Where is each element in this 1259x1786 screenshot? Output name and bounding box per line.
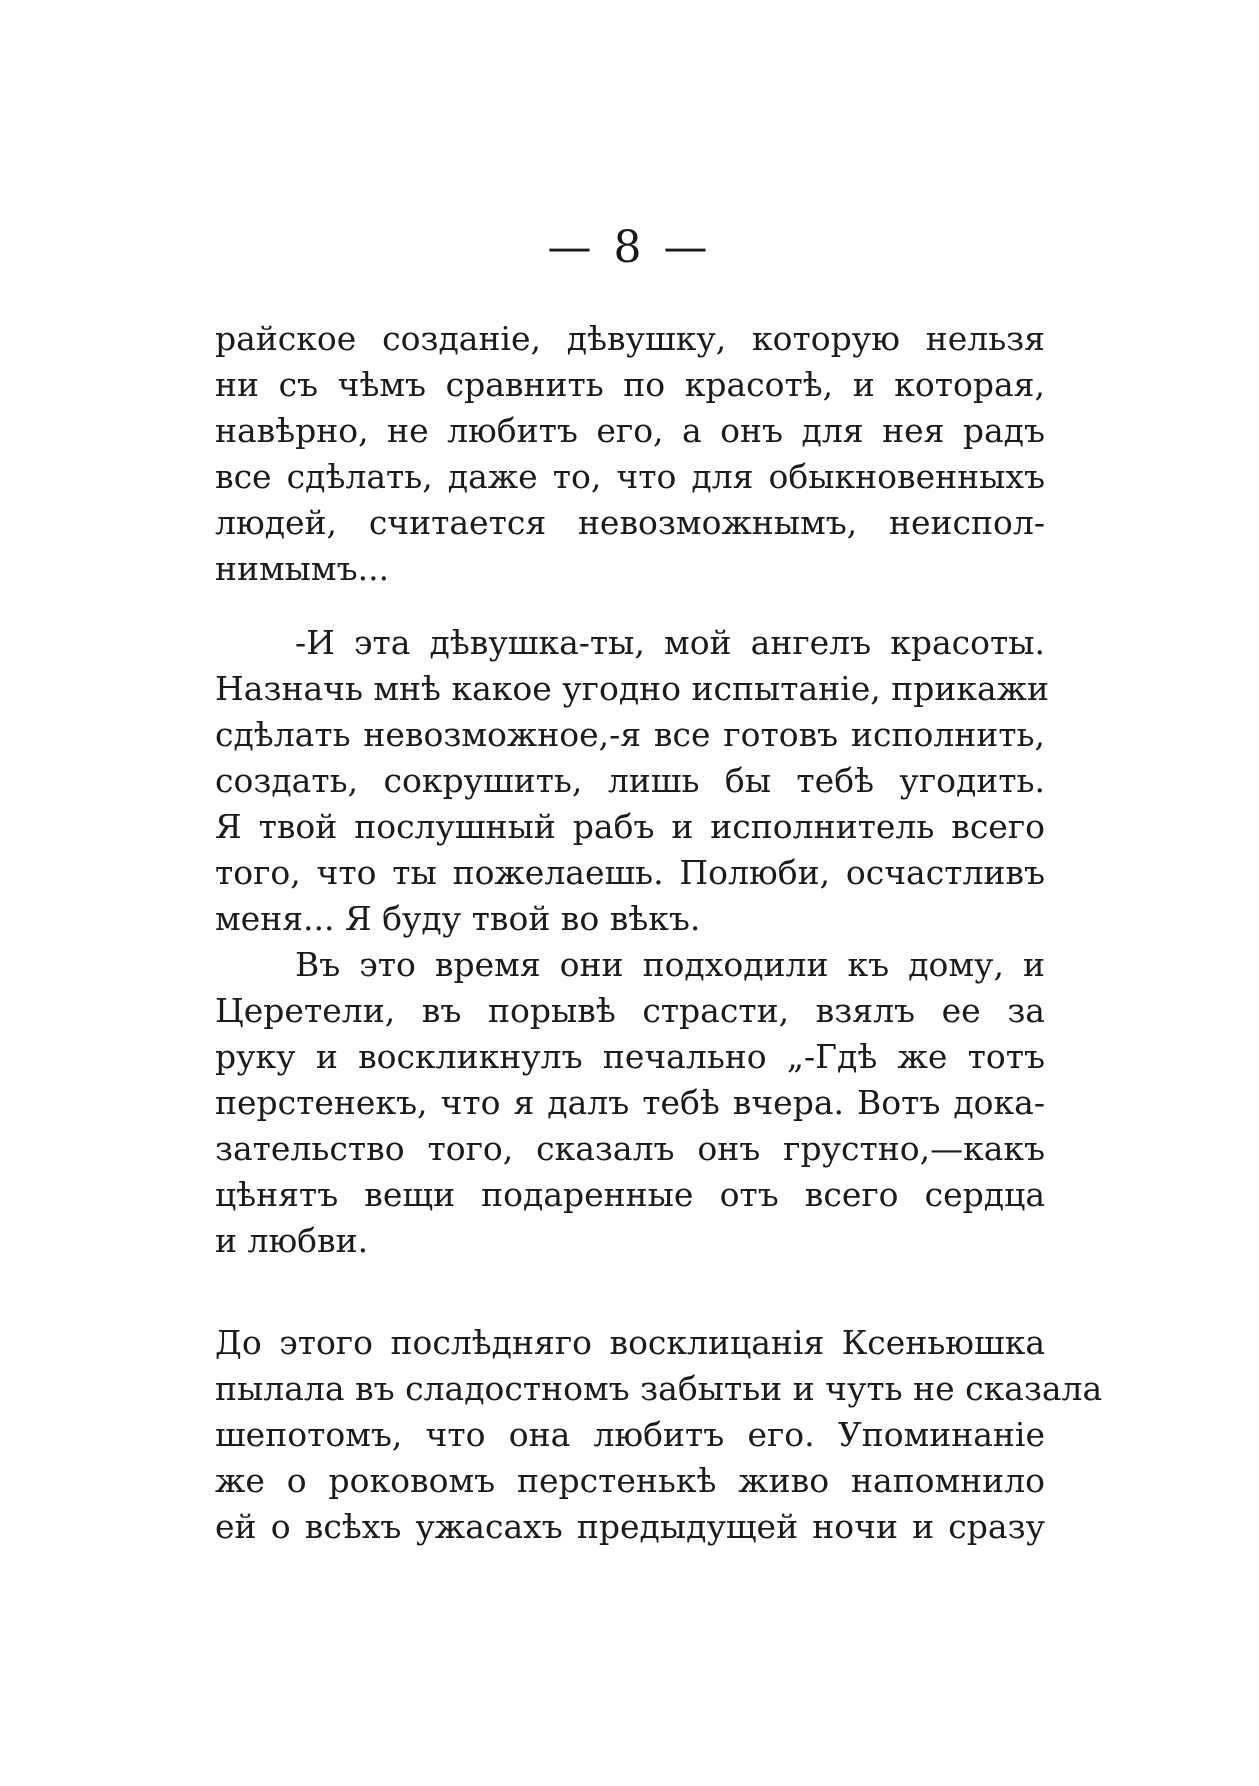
text-line: навѣрно, не любитъ его, а онъ для нея радъ bbox=[215, 411, 1045, 450]
text-line: руку и воскликнулъ печально „-Гдѣ же тотъ bbox=[215, 1037, 1045, 1076]
text-line: Церетели, въ порывѣ страсти, взялъ ее за bbox=[215, 991, 1045, 1030]
text-line: шепотомъ, что она любитъ его. Упоминаніе bbox=[215, 1415, 1045, 1454]
text-line: До этого послѣдняго восклицанія Ксеньюшка bbox=[215, 1323, 1045, 1362]
text-line: пылала въ сладостномъ забытьи и чуть не сказала bbox=[215, 1369, 1103, 1408]
text-line: Въ это время они подходили къ дому, и bbox=[295, 945, 1045, 984]
text-line: Назначь мнѣ какое угодно испытаніе, прикажи bbox=[215, 669, 1049, 708]
text-line: ей о всѣхъ ужасахъ предыдущей ночи и сразу bbox=[215, 1507, 1045, 1546]
text-line: людей, считается невозможнымъ, неиспол- bbox=[215, 503, 1045, 542]
page-number: — 8 — bbox=[547, 222, 712, 273]
text-line: -И эта дѣвушка-ты, мой ангелъ красоты. bbox=[295, 623, 1045, 662]
text-line: райское созданіе, дѣвушку, которую нельзя bbox=[215, 319, 1045, 358]
paragraph-3 bbox=[215, 1320, 1103, 1550]
text-line: цѣнятъ вещи подаренные отъ всего сердца bbox=[215, 1175, 1045, 1214]
text-line: того, что ты пожелаешь. Полюби, осчастливъ bbox=[215, 853, 1045, 892]
text-line: меня... Я буду твой во вѣкъ. bbox=[215, 899, 701, 938]
text-line: зательство того, сказалъ онъ грустно,—какъ bbox=[215, 1129, 1045, 1168]
paragraph-1 bbox=[215, 316, 1045, 592]
paragraph-2 bbox=[215, 620, 1049, 1264]
text-line: ни съ чѣмъ сравнить по красотѣ, и которая, bbox=[215, 365, 1045, 404]
text-line: создать, сокрушить, лишь бы тебѣ угодить. bbox=[215, 761, 1045, 800]
text-line: и любви. bbox=[215, 1221, 369, 1260]
text-line: же о роковомъ перстенькѣ живо напомнило bbox=[215, 1461, 1045, 1500]
text-line: Я твой послушный рабъ и исполнитель всего bbox=[215, 807, 1045, 846]
text-line: нимымъ... bbox=[215, 549, 390, 588]
text-line: перстенекъ, что я далъ тебѣ вчера. Вотъ дока- bbox=[215, 1083, 1045, 1122]
text-line: сдѣлать невозможное,-я все готовъ исполнить, bbox=[215, 715, 1045, 754]
text-line: все сдѣлать, даже то, что для обыкновенныхъ bbox=[215, 457, 1045, 496]
